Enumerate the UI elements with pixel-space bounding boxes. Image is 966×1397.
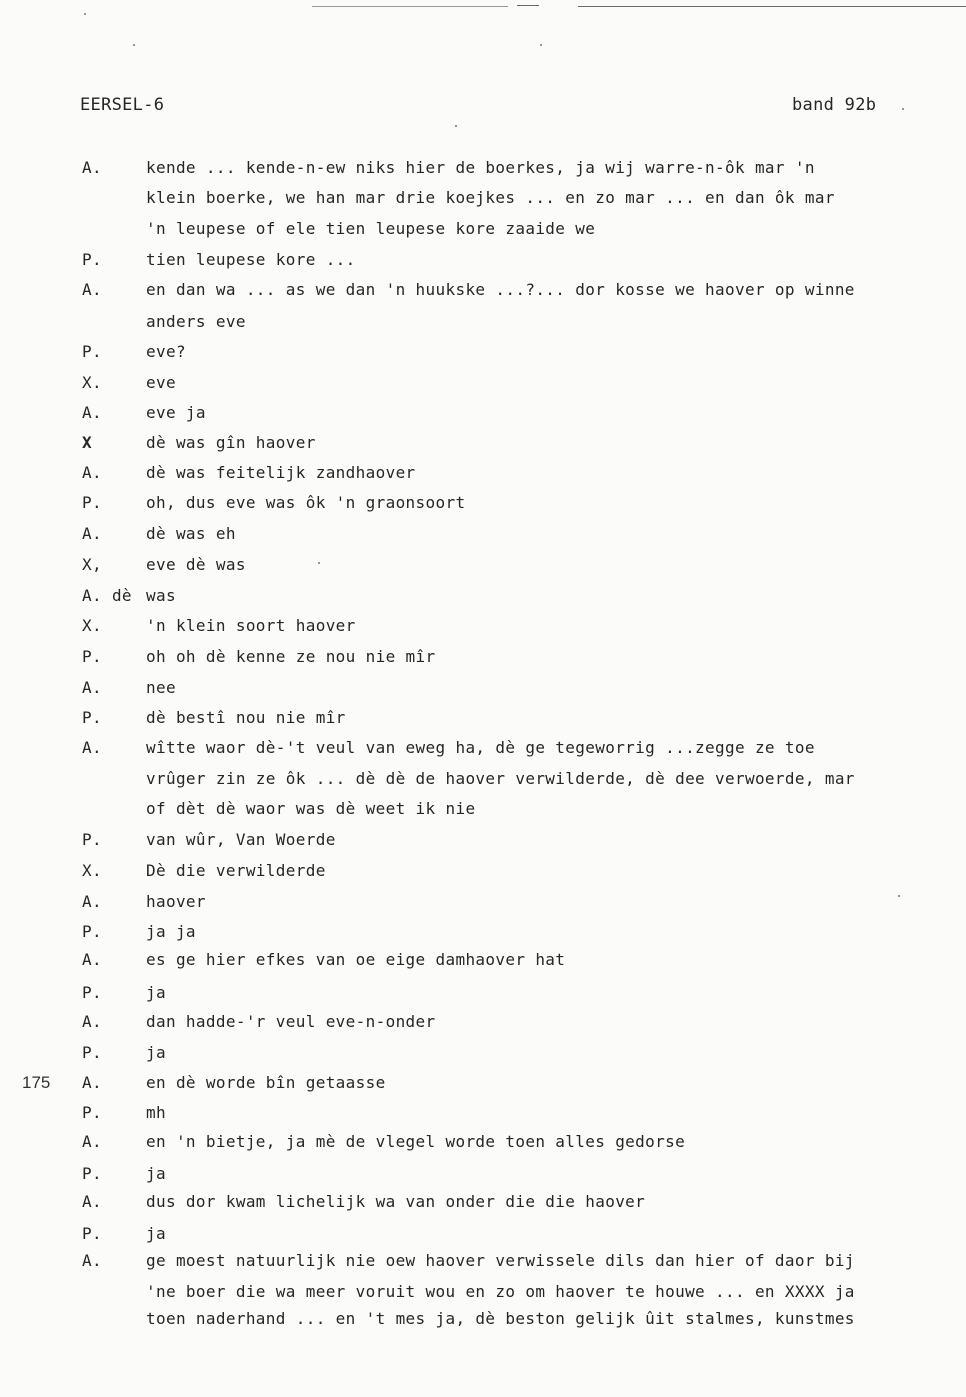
speaker-label: A. (82, 1132, 102, 1151)
utterance-text: eve dè was (146, 555, 246, 574)
scan-speck (540, 44, 542, 46)
speaker-label: A. (82, 1012, 102, 1031)
utterance-text: dè was gîn haover (146, 433, 316, 452)
scan-speck (84, 13, 86, 15)
utterance-text: vrûger zin ze ôk ... dè dè de haover verwilderde, dè dee verwoerde, mar (146, 769, 855, 788)
utterance-text: eve ja (146, 403, 206, 422)
speaker-label: A. (82, 678, 102, 697)
utterance-text: tien leupese kore ... (146, 250, 356, 269)
document-id: EERSEL-6 (80, 95, 165, 115)
speaker-label: A. (82, 280, 102, 299)
utterance-text: ja (146, 983, 166, 1002)
utterance-text: ja (146, 1224, 166, 1243)
speaker-label: P. (82, 983, 102, 1002)
speaker-label: X. (82, 616, 102, 635)
speaker-label: P. (82, 1164, 102, 1183)
speaker-label: P. (82, 1043, 102, 1062)
speaker-label: A. (82, 892, 102, 911)
utterance-text: dus dor kwam lichelijk wa van onder die die haover (146, 1192, 646, 1211)
utterance-text: klein boerke, we han mar drie koejkes ... en zo mar ... en dan ôk mar (146, 188, 835, 207)
speaker-label: A. (82, 403, 102, 422)
utterance-text: 'n klein soort haover (146, 616, 356, 635)
scan-speck (133, 44, 135, 46)
speaker-label: X. (82, 861, 102, 880)
speaker-label: X. (82, 373, 102, 392)
utterance-text: ja (146, 1043, 166, 1062)
utterance-text: wîtte waor dè-'t veul van eweg ha, dè ge tegeworrig ...zegge ze toe (146, 738, 815, 757)
scan-speck (318, 562, 320, 564)
speaker-label: X, (82, 555, 102, 574)
utterance-text: was (146, 586, 176, 605)
utterance-text: anders eve (146, 312, 246, 331)
speaker-label: P. (82, 1224, 102, 1243)
speaker-label: A. (82, 463, 102, 482)
speaker-label: A. dè (82, 586, 132, 605)
speaker-label: A. (82, 1073, 102, 1092)
speaker-label: P. (82, 250, 102, 269)
utterance-text: en dè worde bîn getaasse (146, 1073, 386, 1092)
scan-speck (898, 895, 900, 897)
utterance-text: van wûr, Van Woerde (146, 830, 336, 849)
speaker-label: A. (82, 1192, 102, 1211)
utterance-text: 'ne boer die wa meer voruit wou en zo om haover te houwe ... en XXXX ja (146, 1282, 855, 1301)
utterance-text: eve (146, 373, 176, 392)
speaker-label: A. (82, 158, 102, 177)
speaker-label: X (82, 433, 92, 452)
speaker-label: A. (82, 1251, 102, 1270)
tape-label: band 92b (792, 95, 877, 115)
utterance-text: of dèt dè waor was dè weet ik nie (146, 799, 476, 818)
speaker-label: P. (82, 922, 102, 941)
utterance-text: dan hadde-'r veul eve-n-onder (146, 1012, 436, 1031)
utterance-text: en 'n bietje, ja mè de vlegel worde toen alles gedorse (146, 1132, 686, 1151)
utterance-text: haover (146, 892, 206, 911)
margin-page-number: 175 (22, 1073, 51, 1092)
utterance-text: kende ... kende-n-ew niks hier de boerkes, ja wij warre-n-ôk mar 'n (146, 158, 815, 177)
speaker-label: P. (82, 830, 102, 849)
utterance-text: dè was feitelijk zandhaover (146, 463, 416, 482)
utterance-text: 'n leupese of ele tien leupese kore zaaide we (146, 219, 596, 238)
speaker-label: P. (82, 708, 102, 727)
utterance-text: mh (146, 1103, 166, 1122)
utterance-text: Dè die verwilderde (146, 861, 326, 880)
utterance-text: es ge hier efkes van oe eige damhaover hat (146, 950, 566, 969)
scan-speck (902, 108, 904, 110)
utterance-text: toen naderhand ... en 't mes ja, dè beston gelijk ûit stalmes, kunstmes (146, 1309, 855, 1328)
utterance-text: ge moest natuurlijk nie oew haover verwissele dils dan hier of daor bij (146, 1251, 855, 1270)
speaker-label: A. (82, 738, 102, 757)
speaker-label: P. (82, 342, 102, 361)
scan-speck (455, 125, 457, 127)
utterance-text: ja ja (146, 922, 196, 941)
utterance-text: oh oh dè kenne ze nou nie mîr (146, 647, 436, 666)
utterance-text: en dan wa ... as we dan 'n huukske ...?... dor kosse we haover op winne (146, 280, 855, 299)
utterance-text: oh, dus eve was ôk 'n graonsoort (146, 493, 466, 512)
utterance-text: dè bestî nou nie mîr (146, 708, 346, 727)
utterance-text: ja (146, 1164, 166, 1183)
utterance-text: nee (146, 678, 176, 697)
utterance-text: dè was eh (146, 524, 236, 543)
speaker-label: P. (82, 493, 102, 512)
speaker-label: A. (82, 524, 102, 543)
utterance-text: eve? (146, 342, 186, 361)
speaker-label: P. (82, 1103, 102, 1122)
speaker-label: P. (82, 647, 102, 666)
speaker-label: A. (82, 950, 102, 969)
